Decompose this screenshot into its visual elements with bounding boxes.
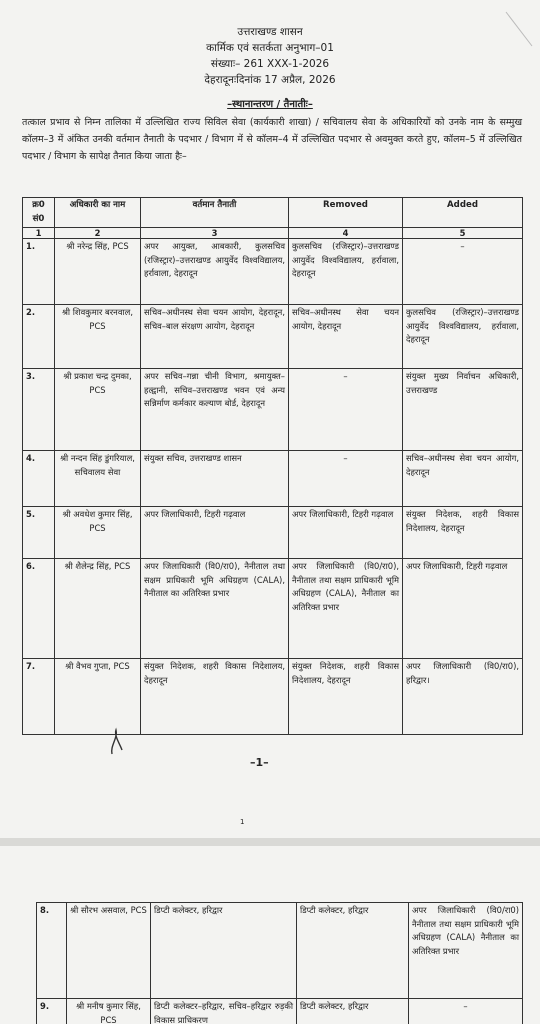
row-added: – (409, 999, 523, 1024)
page-marker: –1– (250, 756, 269, 769)
intro-paragraph: तत्काल प्रभाव से निम्न तालिका में उल्लिखित राज्य सिविल सेवा (कार्यकारी शाखा) / सचिवालय सेवा के अधिकारियों को उनके नाम के सम्मुख कॉलम–3 में अंकित उनकी वर्तमान तैनाती के पदभार / विभाग में से कॉलम–4 में उल्लिखित पदभार से अवमुक्त करते हुए, कॉलम–5 में उल्लिखित पदभार / विभाग के सापेक्ष तैनात किया जाता हैः– (22, 117, 522, 162)
row-officer-name: श्री नन्दन सिंह डुंगरियाल, सचिवालय सेवा (55, 451, 141, 507)
col-number: 5 (403, 228, 523, 239)
col-header-added: Added (403, 198, 523, 228)
table-row (23, 305, 523, 369)
header-order-number: संख्याः– 261 XXX-1-2026 (210, 58, 330, 70)
row-added: अपर जिलाधिकारी, टिहरी गढ़वाल (403, 559, 523, 659)
row-added: अपर जिलाधिकारी (वि0/रा0), हरिद्वार। (403, 659, 523, 735)
row-current-posting: अपर सचिव–गन्ना चीनी विभाग, श्रमायुक्त–हल्द्वानी, सचिव–उत्तराखण्ड भवन एवं अन्य सन्निर्माण कर्मकार कल्याण बोर्ड, देहरादून (141, 369, 289, 451)
footer-page-number: 1 (240, 818, 245, 826)
row-sno: 3. (23, 369, 55, 451)
table-row (37, 903, 523, 999)
col-number: 1 (23, 228, 55, 239)
row-officer-name: श्री शैलेन्द्र सिंह, PCS (55, 559, 141, 659)
row-removed: – (289, 369, 403, 451)
row-sno: 6. (23, 559, 55, 659)
table-row (23, 559, 523, 659)
row-officer-name: श्री शिवकुमार बरनवाल, PCS (55, 305, 141, 369)
col-number: 4 (289, 228, 403, 239)
row-officer-name: श्री नरेन्द्र सिंह, PCS (55, 239, 141, 305)
row-current-posting: संयुक्त निदेशक, शहरी विकास निदेशालय, देहरादून (141, 659, 289, 735)
col-header-sno: क्र0 सं0 (23, 198, 55, 228)
row-sno: 8. (37, 903, 67, 999)
row-current-posting: अपर आयुक्त, आबकारी, कुलसचिव (रजिस्ट्रार)–उत्तराखण्ड आयुर्वेद विश्वविद्यालय, हर्रावाला, देहरादून (141, 239, 289, 305)
row-officer-name: श्री मनीष कुमार सिंह, PCS (67, 999, 151, 1024)
row-removed: – (289, 451, 403, 507)
row-added: – (403, 239, 523, 305)
table-row (23, 369, 523, 451)
table-header-row (23, 198, 523, 228)
signature-mark (108, 726, 126, 756)
row-officer-name: श्री प्रकाश चन्द्र दुमका, PCS (55, 369, 141, 451)
document-header (0, 24, 540, 88)
row-current-posting: संयुक्त सचिव, उत्तराखण्ड शासन (141, 451, 289, 507)
row-removed: संयुक्त निदेशक, शहरी विकास निदेशालय, देहरादून (289, 659, 403, 735)
col-number: 2 (55, 228, 141, 239)
column-number-row (23, 228, 523, 239)
row-removed: सचिव–अधीनस्थ सेवा चयन आयोग, देहरादून (289, 305, 403, 369)
row-current-posting: डिप्टी कलेक्टर–हरिद्वार, सचिव–हरिद्वार रुड़की विकास प्राधिकरण (151, 999, 297, 1024)
header-govt: उत्तराखण्ड शासन (237, 26, 303, 38)
row-removed: कुलसचिव (रजिस्ट्रार)–उत्तराखण्ड आयुर्वेद विश्वविद्यालय, हर्रावाला, देहरादून (289, 239, 403, 305)
row-removed: डिप्टी कलेक्टर, हरिद्वार (297, 903, 409, 999)
row-removed: अपर जिलाधिकारी, टिहरी गढ़वाल (289, 507, 403, 559)
row-current-posting: सचिव–अधीनस्थ सेवा चयन आयोग, देहरादून, सचिव–बाल संरक्षण आयोग, देहरादून (141, 305, 289, 369)
row-sno: 5. (23, 507, 55, 559)
col-number: 3 (141, 228, 289, 239)
table-row (23, 659, 523, 735)
row-sno: 4. (23, 451, 55, 507)
row-added: कुलसचिव (रजिस्ट्रार)–उत्तराखण्ड आयुर्वेद विश्वविद्यालय, हर्रावाला, देहरादून (403, 305, 523, 369)
row-current-posting: डिप्टी कलेक्टर, हरिद्वार (151, 903, 297, 999)
row-sno: 2. (23, 305, 55, 369)
transfer-table-continued (36, 902, 523, 1024)
row-removed: अपर जिलाधिकारी (वि0/रा0), नैनीताल तथा सक्षम प्राधिकारी भूमि अधिग्रहण (CALA), नैनीताल का अतिरिक्त प्रभार (289, 559, 403, 659)
row-sno: 7. (23, 659, 55, 735)
row-added: अपर जिलाधिकारी (वि0/रा0) नैनीताल तथा सक्षम प्राधिकारी भूमि अधिग्रहण (CALA) नैनीताल का अतिरिक्त प्रभार (409, 903, 523, 999)
document-page-2 (0, 846, 540, 1024)
header-department: कार्मिक एवं सतर्कता अनुभाग–01 (206, 42, 334, 54)
col-header-removed: Removed (289, 198, 403, 228)
row-added: संयुक्त निदेशक, शहरी विकास निदेशालय, देहरादून (403, 507, 523, 559)
header-date: देहरादूनःदिनांक 17 अप्रैल, 2026 (204, 74, 336, 86)
row-added: सचिव–अधीनस्थ सेवा चयन आयोग, देहरादून (403, 451, 523, 507)
row-added: संयुक्त मुख्य निर्वाचन अधिकारी, उत्तराखण्ड (403, 369, 523, 451)
col-header-name: अधिकारी का नाम (55, 198, 141, 228)
row-officer-name: श्री वैभव गुप्ता, PCS (55, 659, 141, 735)
row-sno: 1. (23, 239, 55, 305)
row-removed: डिप्टी कलेक्टर, हरिद्वार (297, 999, 409, 1024)
table-row (23, 239, 523, 305)
row-current-posting: अपर जिलाधिकारी, टिहरी गढ़वाल (141, 507, 289, 559)
col-header-current: वर्तमान तैनाती (141, 198, 289, 228)
row-officer-name: श्री अवधेश कुमार सिंह, PCS (55, 507, 141, 559)
document-subject: –स्थानान्तरण / तैनातीः– (227, 99, 313, 110)
table-row (23, 507, 523, 559)
row-sno: 9. (37, 999, 67, 1024)
row-officer-name: श्री सौरभ असवाल, PCS (67, 903, 151, 999)
transfer-table (22, 197, 523, 735)
table-row (37, 999, 523, 1024)
row-current-posting: अपर जिलाधिकारी (वि0/रा0), नैनीताल तथा सक्षम प्राधिकारी भूमि अधिग्रहण (CALA), नैनीताल का अतिरिक्त प्रभार (141, 559, 289, 659)
table-row (23, 451, 523, 507)
